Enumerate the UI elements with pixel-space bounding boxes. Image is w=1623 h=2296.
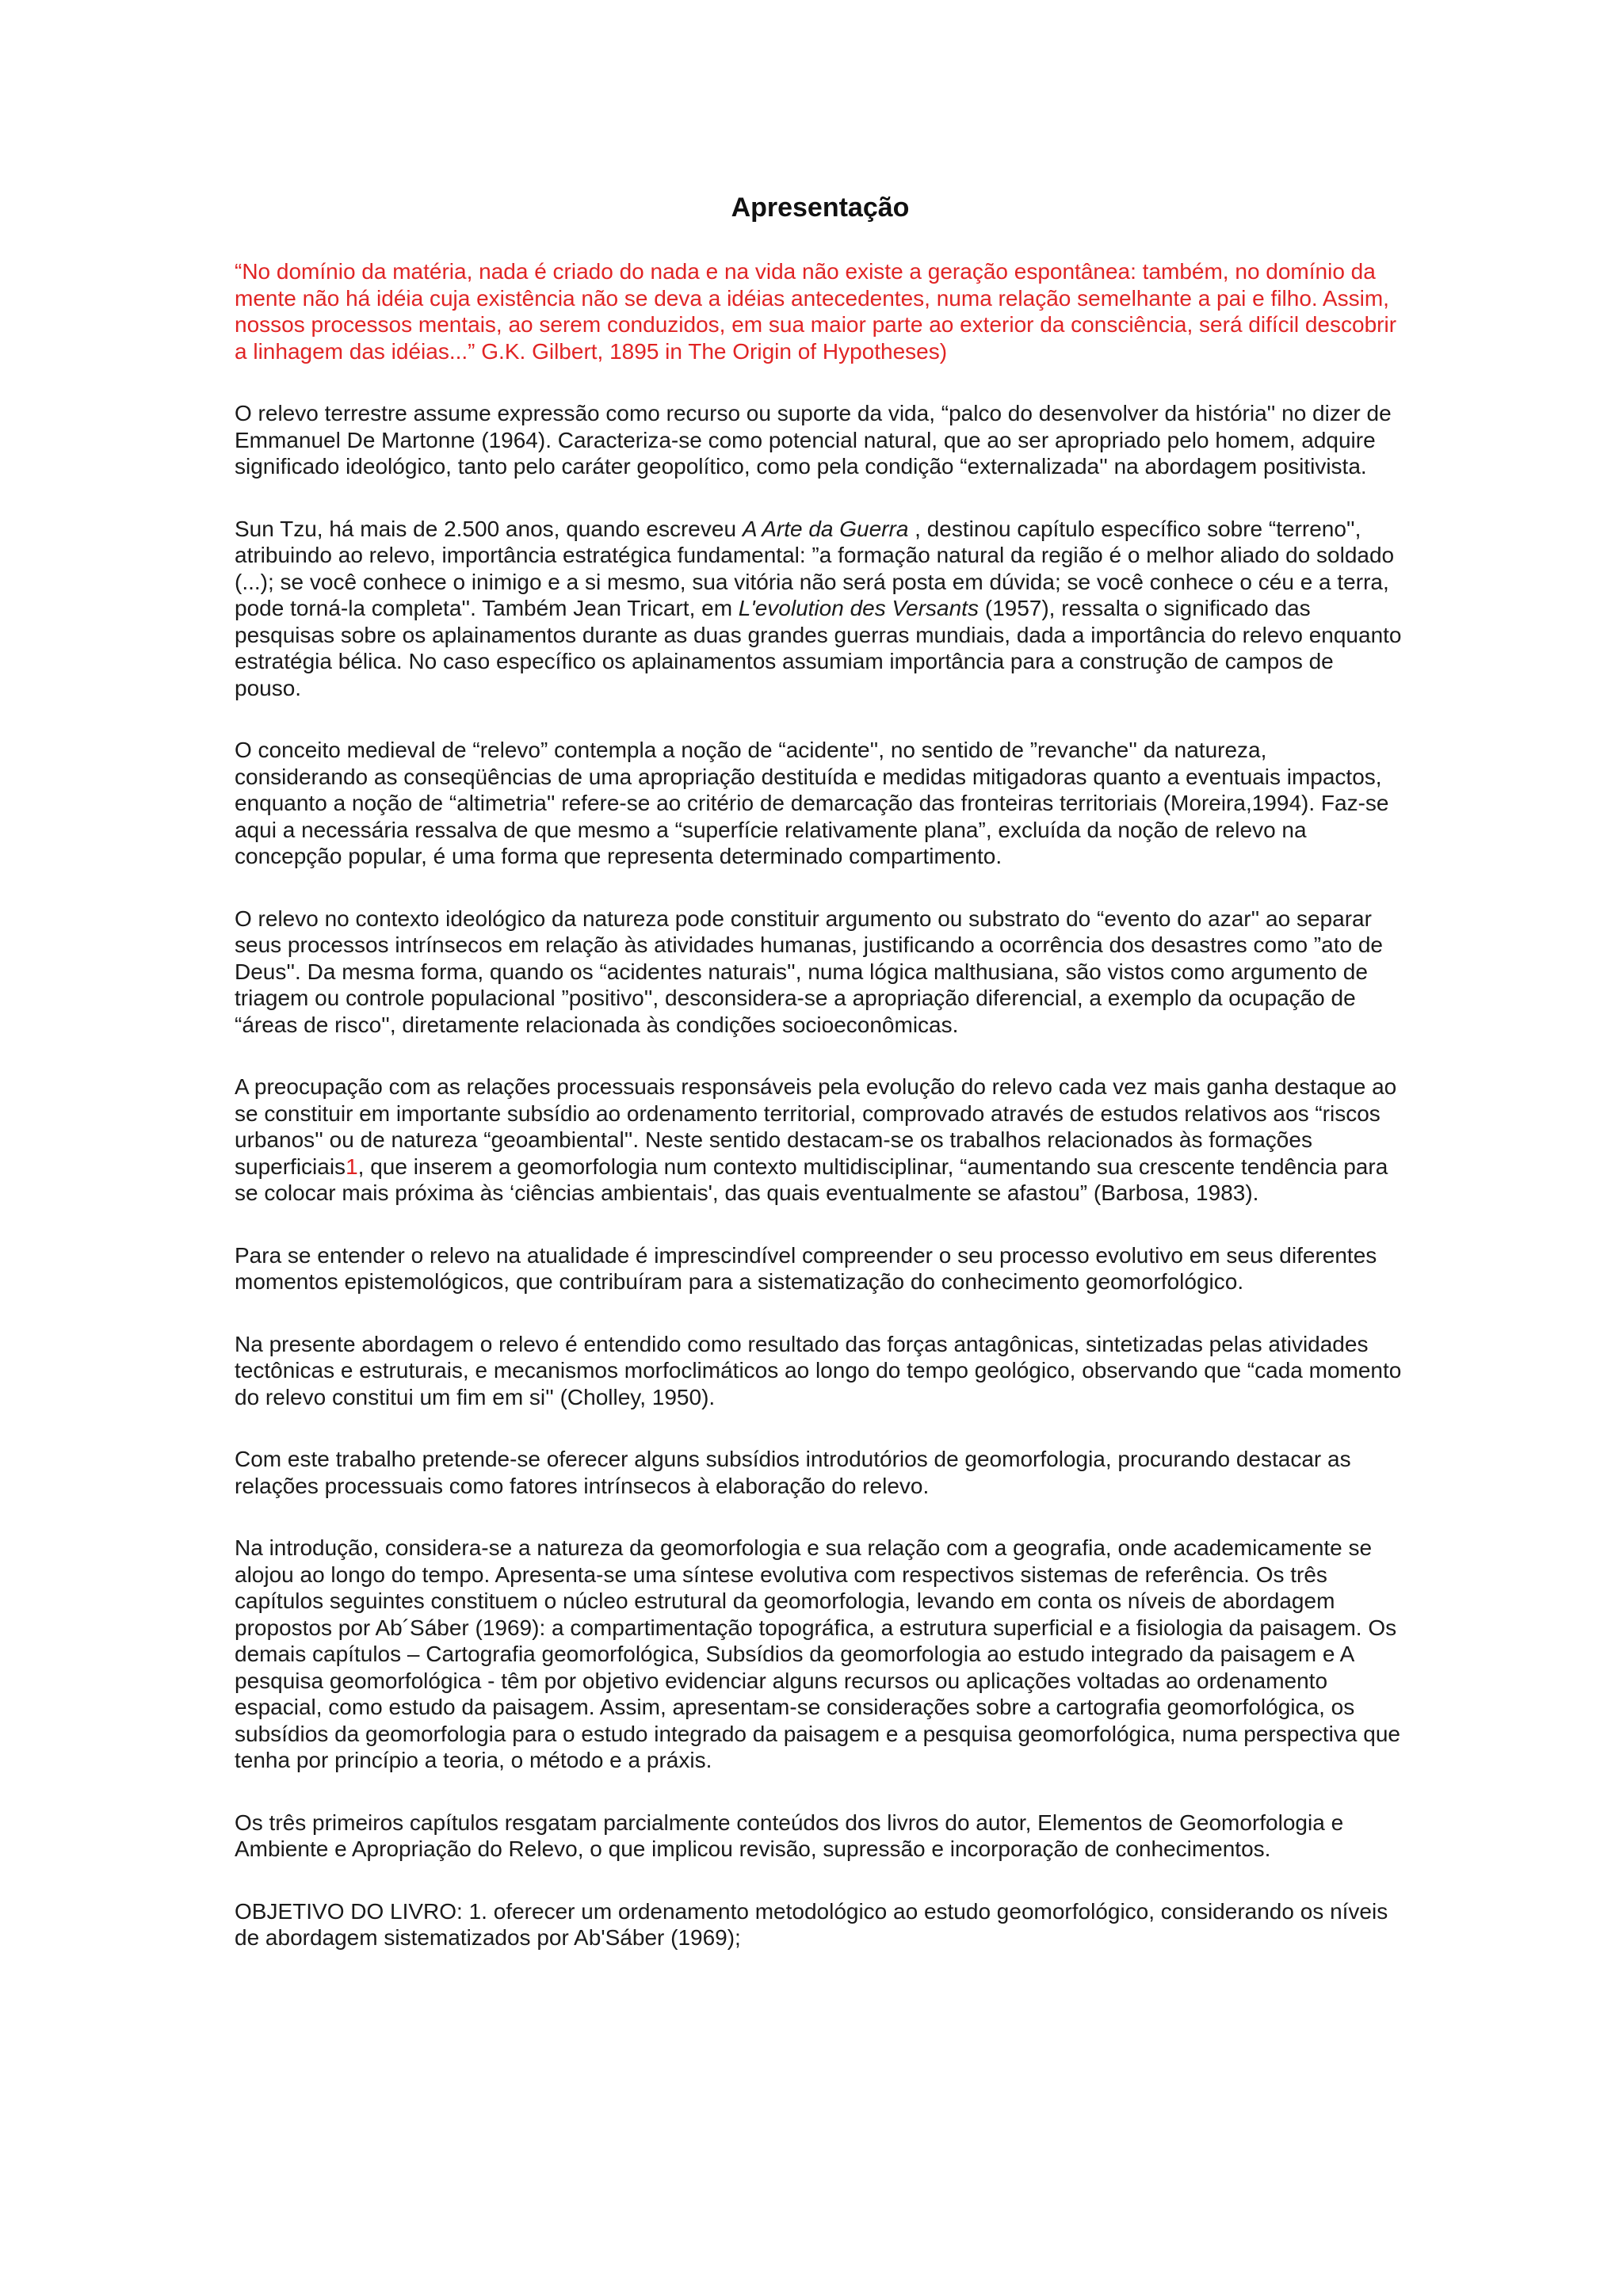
paragraph-4: O relevo no contexto ideológico da natureza pode constituir argumento ou substrato do “evento do azar'' ao separar seus processos intrínsecos em relação às atividades humanas, justificando a ocorrência dos desastres como ”ato de Deus''. Da mesma forma, quando os “acidentes naturais'', numa lógica malthusiana, são vistos como argumento de triagem ou controle populacional ”positivo'', desconsidera-se a apropriação diferencial, a exemplo da ocupação de “áreas de risco'', diretamente relacionada às condições socioeconômicas. bbox=[235, 906, 1383, 1037]
book-title-arte-da-guerra: A Arte da Guerra bbox=[742, 516, 909, 541]
paragraph-5-text-a: A preocupação com as relações processuais responsáveis pela evolução do relevo cada vez mais ganha destaque ao se constituir em importante subsídio ao ordenamento territorial, comprovado através de estudos relativos aos “riscos urbanos'' ou de natureza “geoambiental''. Neste sentido destacam-se os trabalhos relacionados às formações superficiais bbox=[235, 1074, 1397, 1179]
epigraph-quote: “No domínio da matéria, nada é criado do nada e na vida não existe a geração espontânea: também, no domínio da mente não há idéia cuja existência não se deva a idéias antecedentes, numa relação semelhante a pai e filho. Assim, nossos processos mentais, ao serem conduzidos, em sua maior parte ao exterior da consciência, será difícil descobrir a linhagem das idéias...” G.K. Gilbert, 1895 in The Origin of Hypotheses) bbox=[235, 259, 1397, 364]
paragraph-5-text-b: , que inserem a geomorfologia num contexto multidisciplinar, “aumentando sua crescente tendência para se colocar mais próxima às ‘ciências ambientais', das quais eventualmente se afastou” (Barbosa, 1983). bbox=[235, 1154, 1388, 1205]
page-title: Apresentação bbox=[731, 193, 910, 223]
paragraph-11: OBJETIVO DO LIVRO: 1. oferecer um ordenamento metodológico ao estudo geomorfológico, considerando os níveis de abordagem sistematizados por Ab'Sáber (1969); bbox=[235, 1898, 1388, 1950]
document-page bbox=[235, 190, 1406, 1987]
paragraph-3: O conceito medieval de “relevo” contempla a noção de “acidente'', no sentido de ”revanche'' da natureza, considerando as conseqüências de uma apropriação destituída e medidas mitigadoras quanto a eventuais impactos, enquanto a noção de “altimetria'' refere-se ao critério de demarcação das fronteiras territoriais (Moreira,1994). Faz-se aqui a necessária ressalva de que mesmo a “superfície relativamente plana”, excluída da noção de relevo na concepção popular, é uma forma que representa determinado compartimento. bbox=[235, 738, 1389, 868]
paragraph-8: Com este trabalho pretende-se oferecer alguns subsídios introdutórios de geomorfologia, procurando destacar as relações processuais como fatores intrínsecos à elaboração do relevo. bbox=[235, 1447, 1351, 1498]
paragraph-10: Os três primeiros capítulos resgatam parcialmente conteúdos dos livros do autor, Elementos de Geomorfologia e Ambiente e Apropriação do Relevo, o que implicou revisão, supressão e incorporação de conhecimentos. bbox=[235, 1810, 1344, 1861]
paragraph-2-text-e: (1957), ressalta o significado das pesquisas sobre os aplainamentos durante as duas grandes guerras mundiais, dada a importância do relevo enquanto estratégia bélica. No caso específico os aplainamentos assumiam importância para a construção de campos de pouso. bbox=[235, 596, 1402, 700]
paragraph-2 bbox=[235, 516, 1406, 702]
paragraph-7: Na presente abordagem o relevo é entendido como resultado das forças antagônicas, sintetizadas pelas atividades tectônicas e estruturais, e mecanismos morfoclimáticos ao longo do tempo geológico, observando que “cada momento do relevo constitui um fim em si'' (Cholley, 1950). bbox=[235, 1331, 1402, 1409]
paragraph-6: Para se entender o relevo na atualidade é imprescindível compreender o seu processo evolutivo em seus diferentes momentos epistemológicos, que contribuíram para a sistematização do conhecimento geomorfológico. bbox=[235, 1242, 1377, 1294]
paragraph-5 bbox=[235, 1074, 1406, 1207]
footnote-marker[interactable]: 1 bbox=[346, 1154, 358, 1179]
paragraph-2-text-c: , destinou capítulo específico sobre “terreno'', atribuindo ao relevo, importância estratégica fundamental: ”a formação natural da região é o melhor aliado do soldado (...); se você conhece o inimigo e a si mesmo, sua vitória não será posta em dúvida; se você conhece o céu e a terra, pode torná-la completa''. Também Jean Tricart, em bbox=[235, 516, 1395, 620]
book-title-evolution-versants: L'evolution des Versants bbox=[738, 596, 979, 620]
paragraph-2-text-a: Sun Tzu, há mais de 2.500 anos, quando escreveu bbox=[235, 516, 743, 541]
paragraph-9: Na introdução, considera-se a natureza da geomorfologia e sua relação com a geografia, onde academicamente se alojou ao longo do tempo. Apresenta-se uma síntese evolutiva com respectivos sistemas de referência. Os três capítulos seguintes constituem o núcleo estrutural da geomorfologia, levando em conta os níveis de abordagem propostos por Ab´Sáber (1969): a compartimentação topográfica, a estrutura superficial e a fisiologia da paisagem. Os demais capítulos – Cartografia geomorfológica, Subsídios da geomorfologia ao estudo integrado da paisagem e A pesquisa geomorfológica - têm por objetivo evidenciar alguns recursos ou aplicações voltadas ao ordenamento espacial, como estudo da paisagem. Assim, apresentam-se considerações sobre a cartografia geomorfológica, os subsídios da geomorfologia para o estudo integrado da paisagem e a pesquisa geomorfológica, numa perspectiva que tenha por princípio a teoria, o método e a práxis. bbox=[235, 1535, 1400, 1772]
paragraph-1: O relevo terrestre assume expressão como recurso ou suporte da vida, “palco do desenvolver da história'' no dizer de Emmanuel De Martonne (1964). Caracteriza-se como potencial natural, que ao ser apropriado pelo homem, adquire significado ideológico, tanto pelo caráter geopolítico, como pela condição “externalizada'' na abordagem positivista. bbox=[235, 401, 1392, 479]
